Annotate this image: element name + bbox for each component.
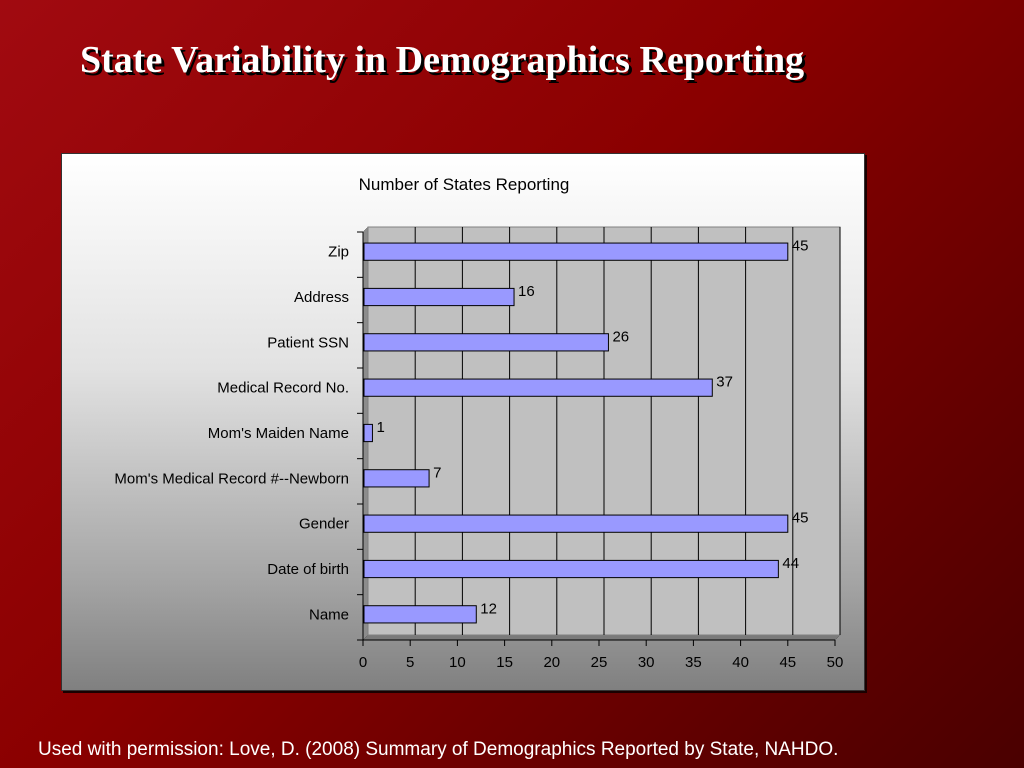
data-label: 45	[791, 509, 809, 527]
x-tick-label: 0	[358, 654, 368, 671]
category-label: Zip	[328, 243, 349, 261]
data-label: 16	[518, 283, 535, 300]
category-label: Address	[293, 289, 349, 306]
bar	[364, 379, 712, 396]
category-label: Patient SSN	[267, 334, 349, 352]
category-label: Date of birth	[267, 561, 349, 578]
x-tick-label: 10	[449, 654, 466, 671]
chart-container	[61, 153, 865, 691]
x-tick-label: 30	[637, 654, 655, 671]
data-label: 12	[480, 600, 497, 618]
slide-title: State Variability in Demographics Reporting	[80, 39, 805, 81]
data-label: 37	[716, 373, 733, 391]
bar	[364, 560, 778, 577]
category-label: Mom's Maiden Name	[207, 425, 349, 442]
category-label: Name	[308, 606, 349, 624]
bar	[364, 243, 788, 260]
bar	[364, 515, 788, 532]
x-tick-label: 15	[496, 654, 513, 671]
bar	[364, 606, 476, 623]
data-label: 26	[612, 328, 630, 346]
category-label: Gender	[298, 515, 349, 533]
x-tick-label: 45	[779, 654, 797, 671]
plot-floor	[363, 635, 840, 640]
x-tick-label: 5	[406, 654, 415, 671]
x-tick-label: 50	[826, 654, 844, 671]
bar	[364, 334, 608, 351]
x-tick-label: 40	[732, 654, 749, 671]
x-tick-label: 20	[543, 654, 561, 671]
data-label: 1	[376, 419, 385, 436]
x-tick-label: 35	[685, 654, 702, 671]
data-label: 44	[782, 555, 800, 572]
x-tick-label: 25	[590, 654, 608, 671]
chart-title: Number of States Reporting	[358, 175, 570, 194]
category-label: Medical Record No.	[217, 379, 349, 397]
data-label: 45	[791, 237, 809, 255]
bar	[364, 470, 429, 487]
bar	[364, 288, 514, 305]
category-label: Mom's Medical Record #--Newborn	[114, 470, 349, 488]
bar	[364, 424, 372, 441]
citation-footer: Used with permission: Love, D. (2008) Summary of Demographics Reported by State, NAHDO.	[38, 739, 839, 760]
bar-chart	[62, 154, 864, 690]
data-label: 7	[433, 464, 442, 482]
